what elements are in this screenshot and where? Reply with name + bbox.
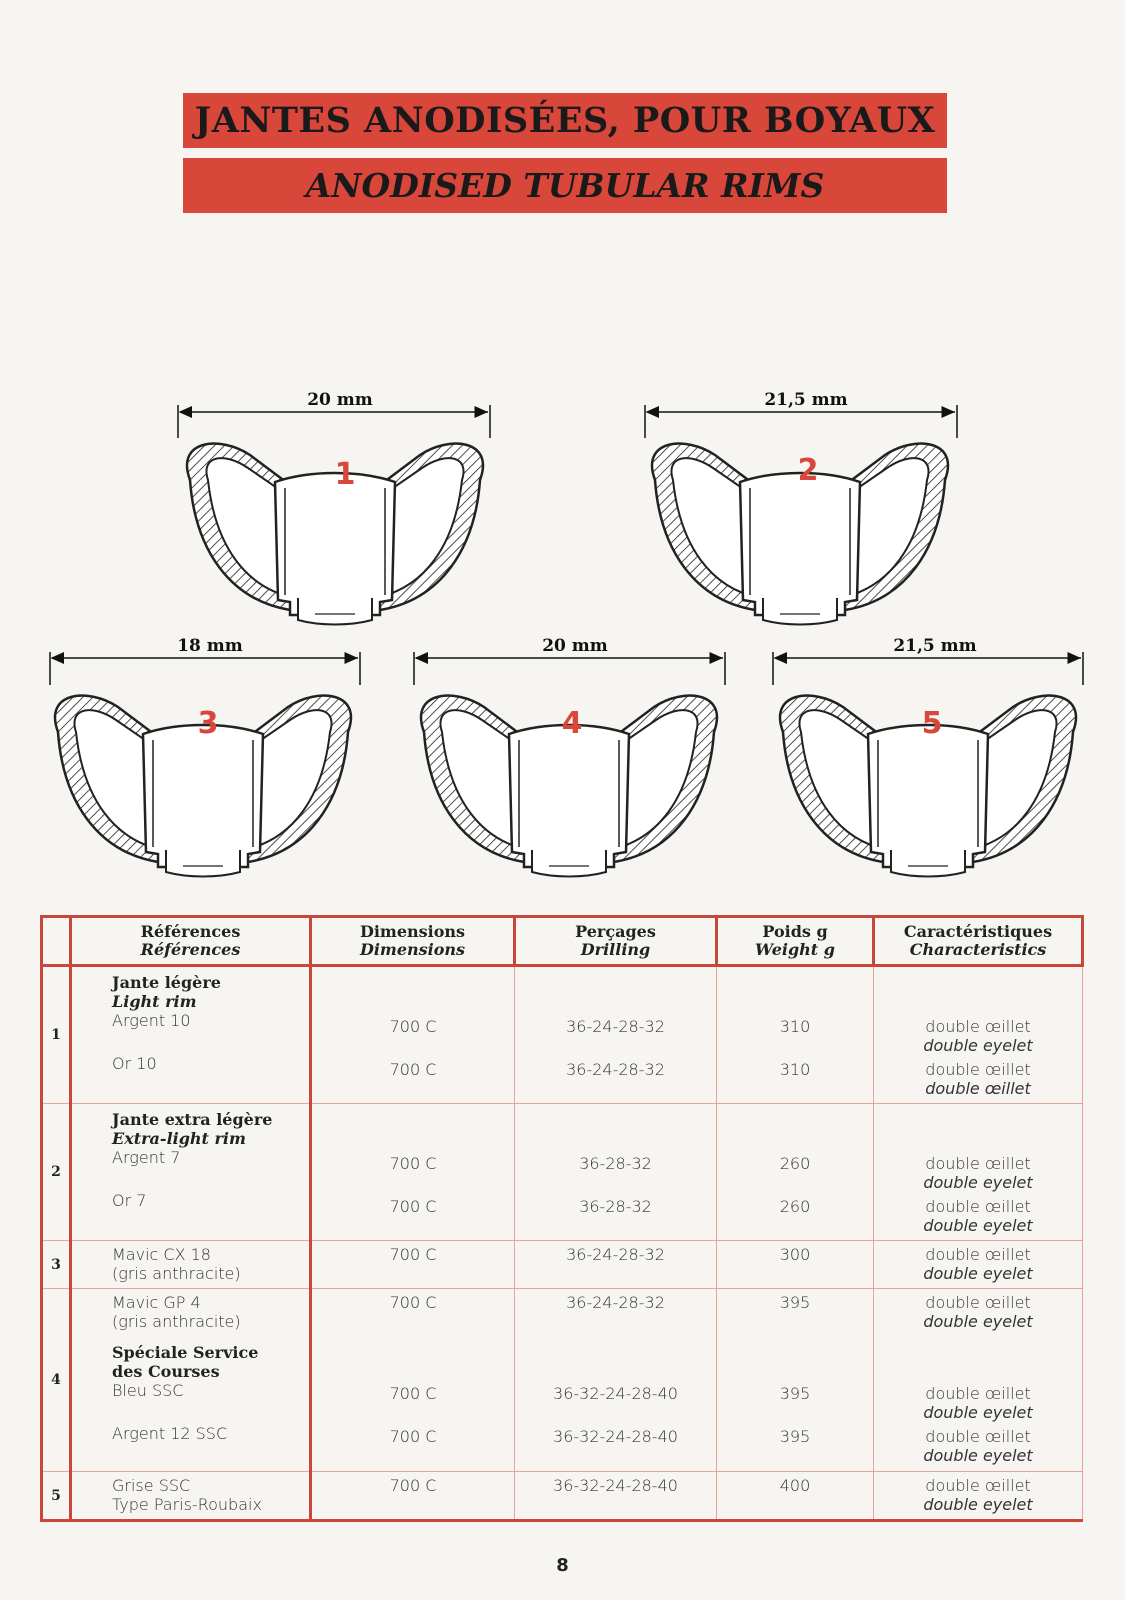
dimension: 700 C: [389, 1197, 437, 1216]
rim-5-width: 21,5 mm: [893, 636, 977, 656]
table-row: [42, 966, 1083, 1104]
rim-5-dimension: [773, 636, 1083, 685]
rim-2-number: 2: [797, 453, 819, 488]
header-drilling: Perçages Drilling: [515, 917, 717, 966]
characteristics: double œillet double eyelet: [923, 1293, 1033, 1331]
weight: 395: [779, 1427, 811, 1446]
dimension: 700 C: [389, 1384, 437, 1403]
ref-subname: Type Paris-Roubaix: [112, 1495, 262, 1514]
weight: 310: [779, 1017, 811, 1036]
group-title: Jante légère: [112, 973, 221, 992]
ref-name: Mavic CX 18: [112, 1245, 211, 1264]
rim-5-number: 5: [921, 706, 943, 741]
rim-4-width: 20 mm: [542, 636, 608, 656]
rim-2-dimension: [645, 390, 957, 438]
ref-name: Grise SSC: [112, 1476, 191, 1495]
weight: 300: [779, 1245, 811, 1264]
weight: 310: [779, 1060, 811, 1079]
group-title-en: Extra-light rim: [112, 1129, 246, 1148]
group-title: Jante extra légère: [112, 1110, 273, 1129]
dimension: 700 C: [389, 1293, 437, 1312]
ref-name: Argent 7: [112, 1148, 181, 1167]
rim-1-width: 20 mm: [307, 390, 373, 410]
ref-name: Argent 12 SSC: [112, 1424, 228, 1443]
ref-name: Or 7: [112, 1191, 147, 1210]
page-number: 8: [556, 1555, 569, 1576]
characteristics: double œillet double eyelet: [923, 1245, 1033, 1283]
header-dimensions: Dimensions Dimensions: [311, 917, 515, 966]
drilling: 36-28-32: [579, 1154, 652, 1173]
ref-name: Argent 10: [112, 1011, 191, 1030]
weight: 260: [779, 1154, 811, 1173]
dimension: 700 C: [389, 1017, 437, 1036]
rim-1-dimension: [178, 390, 490, 438]
group-number: 2: [42, 1104, 71, 1241]
rim-2-width: 21,5 mm: [764, 390, 848, 410]
dimension: 700 C: [389, 1476, 437, 1495]
table-row: [42, 1472, 1083, 1521]
group-title: Spéciale Service: [112, 1343, 259, 1362]
group-title-line2: des Courses: [112, 1362, 220, 1381]
rim-3-dimension: [50, 636, 360, 685]
characteristics: double œillet double eyelet: [923, 1017, 1033, 1055]
group-number: 3: [42, 1241, 71, 1289]
dimension: 700 C: [389, 1427, 437, 1446]
drilling: 36-24-28-32: [566, 1293, 665, 1312]
title-french: JANTES ANODISÉES, POUR BOYAUX: [183, 93, 947, 148]
rim-1-number: 1: [334, 457, 356, 492]
rim-4-dimension: [414, 636, 725, 685]
weight: 395: [779, 1384, 811, 1403]
rim-3-width: 18 mm: [177, 636, 243, 656]
ref-name: Bleu SSC: [112, 1381, 184, 1400]
table-row: [42, 1289, 1083, 1472]
header-number-col: [42, 917, 71, 966]
header-references: Références Références: [71, 917, 311, 966]
drilling: 36-32-24-28-40: [553, 1384, 678, 1403]
title-english: ANODISED TUBULAR RIMS: [183, 158, 947, 213]
rim-3-number: 3: [197, 706, 219, 741]
drilling: 36-24-28-32: [566, 1017, 665, 1036]
drilling: 36-28-32: [579, 1197, 652, 1216]
table-header-row: [42, 917, 1083, 966]
weight: 395: [779, 1293, 811, 1312]
group-number: 5: [42, 1472, 71, 1521]
drilling: 36-32-24-28-40: [553, 1476, 678, 1495]
characteristics: double œillet double eyelet: [923, 1476, 1033, 1514]
rim-4-number: 4: [561, 706, 583, 741]
characteristics: double œillet double œillet: [925, 1060, 1031, 1098]
table-row: [42, 1241, 1083, 1289]
weight: 400: [779, 1476, 811, 1495]
header-characteristics: Caractéristiques Characteristics: [874, 917, 1083, 966]
drilling: 36-24-28-32: [566, 1245, 665, 1264]
ref-subname: (gris anthracite): [112, 1264, 241, 1283]
table-row: [42, 1104, 1083, 1241]
characteristics: double œillet double eyelet: [923, 1154, 1033, 1192]
ref-subname: (gris anthracite): [112, 1312, 241, 1331]
group-number: 4: [42, 1289, 71, 1472]
dimension: 700 C: [389, 1245, 437, 1264]
group-number: 1: [42, 966, 71, 1104]
group-title-en: Light rim: [112, 992, 197, 1011]
characteristics: double œillet double eyelet: [923, 1384, 1033, 1422]
dimension: 700 C: [389, 1154, 437, 1173]
drilling: 36-32-24-28-40: [553, 1427, 678, 1446]
dimension: 700 C: [389, 1060, 437, 1079]
ref-name: Mavic GP 4: [112, 1293, 201, 1312]
header-weight: Poids g Weight g: [717, 917, 874, 966]
ref-name: Or 10: [112, 1054, 157, 1073]
characteristics: double œillet double eyelet: [923, 1427, 1033, 1465]
characteristics: double œillet double eyelet: [923, 1197, 1033, 1235]
rims-spec-table: [40, 915, 1084, 1522]
drilling: 36-24-28-32: [566, 1060, 665, 1079]
weight: 260: [779, 1197, 811, 1216]
